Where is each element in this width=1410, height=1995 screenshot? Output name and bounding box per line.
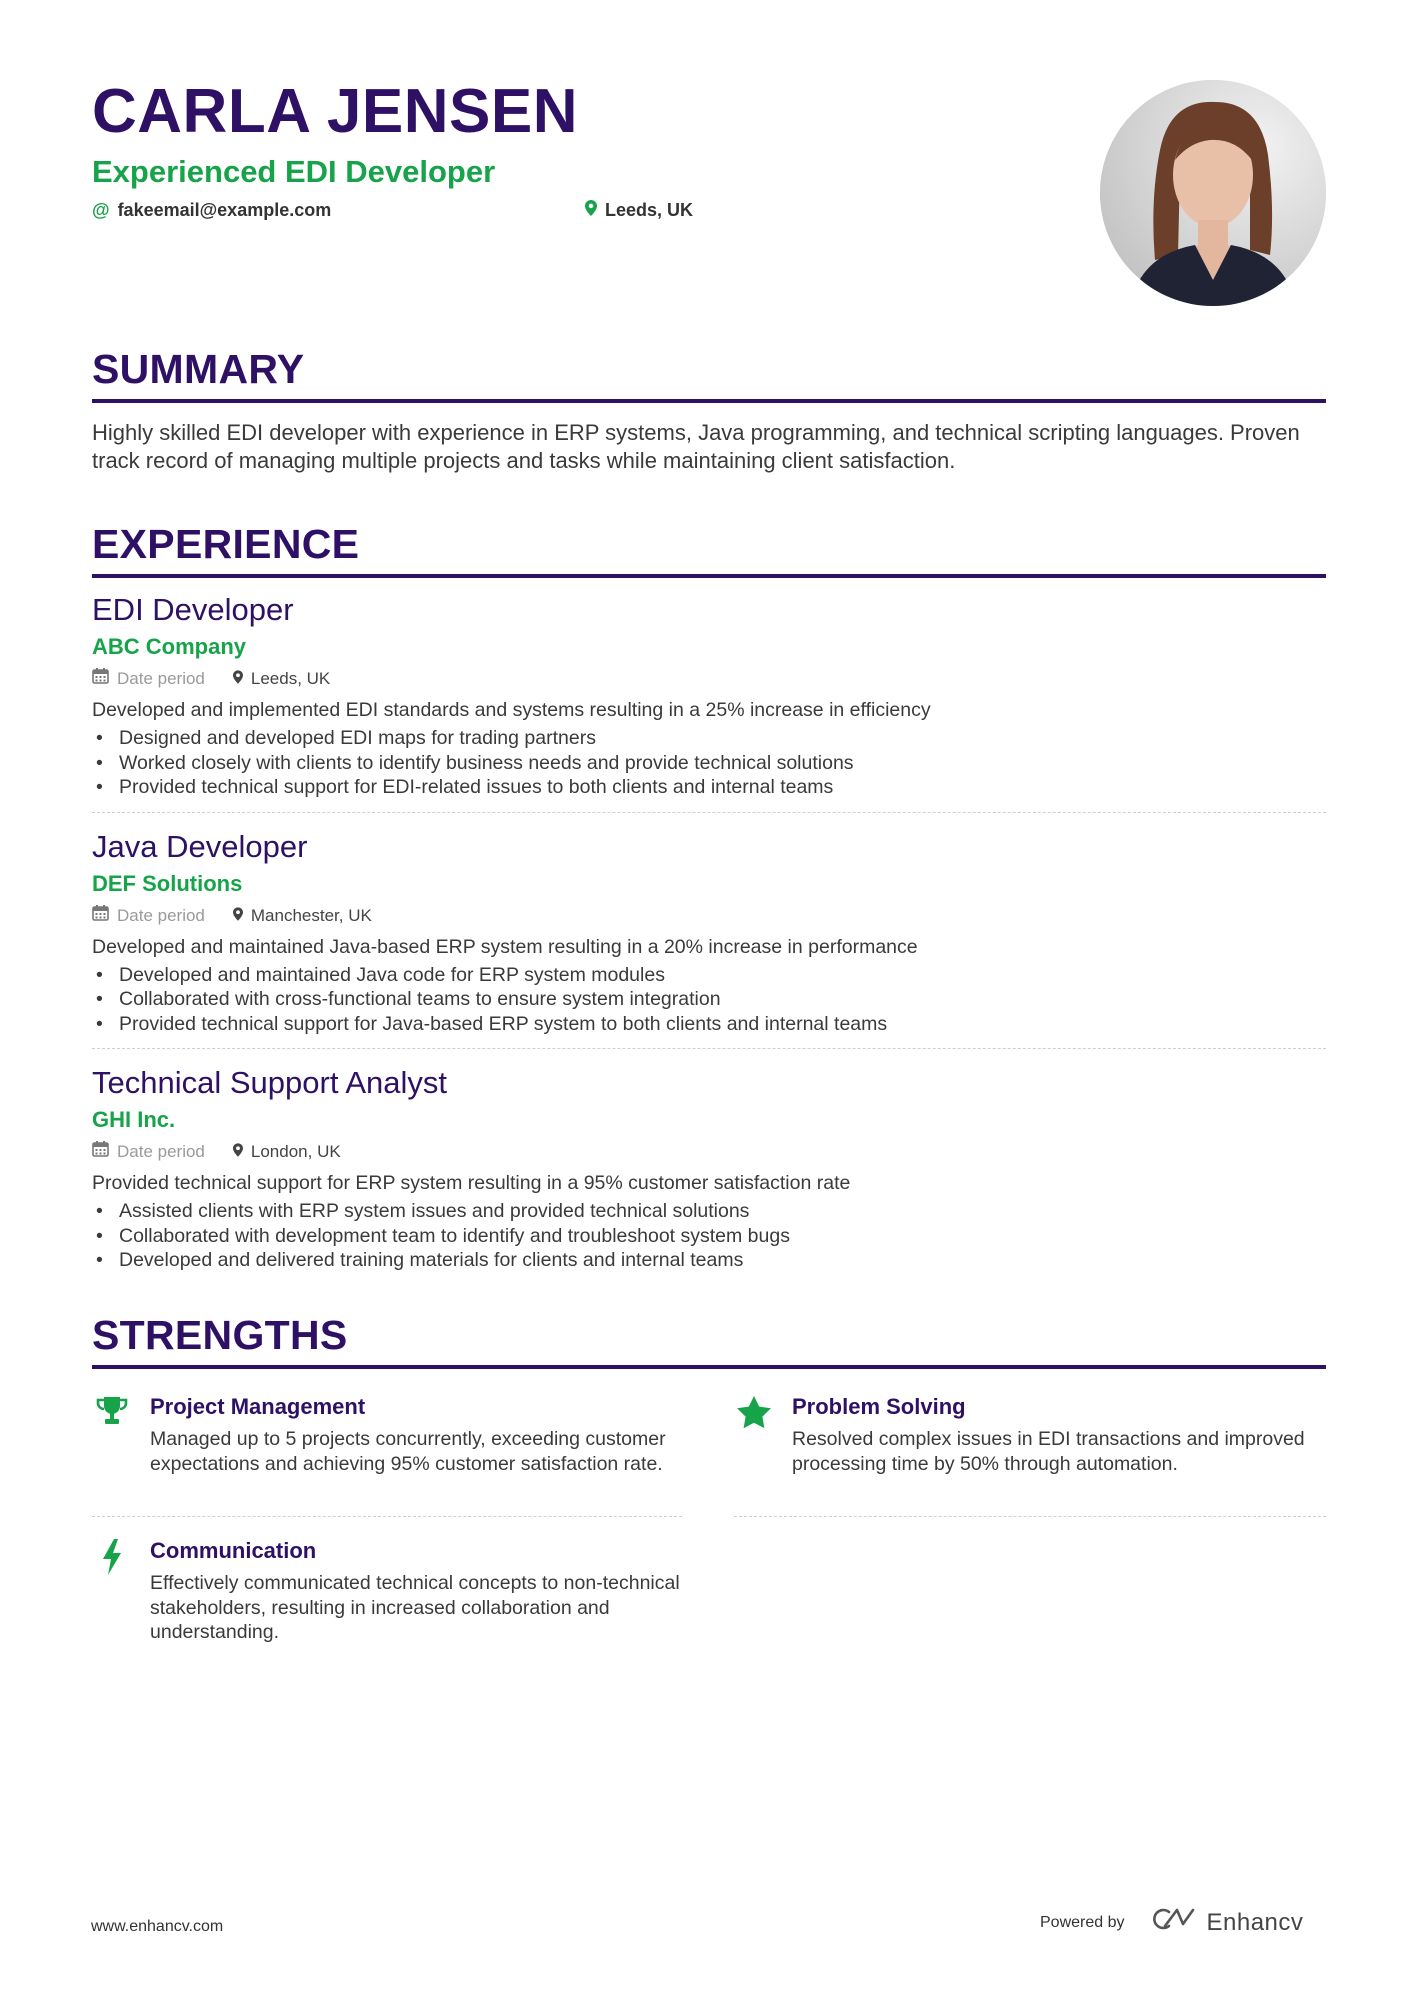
strengths-section bbox=[92, 1311, 1326, 1681]
job-location-text: Manchester, UK bbox=[250, 905, 372, 925]
job-bullet: • Developed and delivered training materials for clients and internal teams bbox=[92, 1248, 1326, 1273]
calendar-icon bbox=[92, 666, 109, 692]
job-role: Java Developer bbox=[92, 828, 308, 864]
strength-divider bbox=[734, 1516, 1326, 1517]
job-company: ABC Company bbox=[92, 634, 247, 659]
job-bullet: • Provided technical support for Java-based ERP system to both clients and internal teams bbox=[92, 1012, 1326, 1037]
strength-title: Problem Solving bbox=[792, 1394, 966, 1419]
powered-by-text: Powered by bbox=[1040, 1913, 1125, 1931]
job-date bbox=[92, 666, 205, 692]
job-description: Provided technical support for ERP system resulting in a 95% customer satisfaction rate bbox=[92, 1172, 851, 1194]
lightning-icon bbox=[92, 1537, 132, 1573]
strengths-divider bbox=[92, 1365, 1326, 1369]
job-meta bbox=[92, 903, 1326, 929]
star-icon bbox=[734, 1393, 774, 1429]
enhancv-mark-icon bbox=[1149, 1906, 1197, 1939]
job-entry bbox=[92, 812, 1326, 1049]
candidate-title: Experienced EDI Developer bbox=[92, 154, 496, 189]
strength-title: Project Management bbox=[150, 1394, 366, 1419]
job-bullet: • Worked closely with clients to identify business needs and provide technical solutions bbox=[92, 751, 1326, 776]
job-location bbox=[233, 1139, 341, 1165]
contact-location bbox=[585, 200, 693, 221]
strength-divider bbox=[92, 1516, 682, 1517]
summary-section bbox=[92, 345, 1326, 475]
footer-branding bbox=[1040, 1906, 1303, 1939]
strength-item bbox=[92, 1525, 682, 1645]
job-date bbox=[92, 903, 205, 929]
location-pin-icon bbox=[585, 200, 597, 221]
job-date-text: Date period bbox=[117, 905, 205, 925]
experience-heading: EXPERIENCE bbox=[92, 521, 360, 567]
job-bullet-list bbox=[92, 1199, 1326, 1273]
strength-item bbox=[92, 1381, 682, 1517]
job-date bbox=[92, 1139, 205, 1165]
job-location bbox=[233, 903, 372, 929]
calendar-icon bbox=[92, 1139, 109, 1165]
footer-website[interactable]: www.enhancv.com bbox=[91, 1918, 224, 1935]
job-location-text: London, UK bbox=[250, 1142, 341, 1161]
location-pin-icon bbox=[233, 1139, 243, 1165]
strengths-grid bbox=[92, 1381, 1326, 1681]
contact-email[interactable] bbox=[92, 200, 331, 221]
strength-description: Effectively communicated technical concepts to non-technical stakeholders, resulting in increased collaboration and understanding. bbox=[150, 1572, 680, 1643]
summary-heading: SUMMARY bbox=[92, 346, 305, 392]
job-bullet-list bbox=[92, 726, 1326, 800]
trophy-icon bbox=[92, 1393, 132, 1429]
strength-description: Resolved complex issues in EDI transactions and improved processing time by 50% through automation. bbox=[792, 1428, 1305, 1475]
strength-item bbox=[734, 1381, 1326, 1517]
strengths-heading: STRENGTHS bbox=[92, 1312, 348, 1358]
location-pin-icon bbox=[233, 666, 243, 692]
job-date-text: Date period bbox=[117, 1142, 205, 1161]
job-role: Technical Support Analyst bbox=[92, 1065, 447, 1100]
job-company: DEF Solutions bbox=[92, 870, 243, 896]
job-bullet: • Designed and developed EDI maps for trading partners bbox=[92, 726, 1326, 751]
job-bullet-list bbox=[92, 963, 1326, 1037]
profile-photo bbox=[1100, 80, 1326, 306]
job-bullet: • Collaborated with development team to identify and troubleshoot system bugs bbox=[92, 1224, 1326, 1249]
resume-header bbox=[92, 76, 1052, 228]
experience-section bbox=[92, 520, 1326, 1285]
location-text: Leeds, UK bbox=[605, 200, 694, 220]
summary-divider bbox=[92, 399, 1326, 403]
strength-title: Communication bbox=[150, 1538, 317, 1563]
job-location bbox=[233, 666, 330, 692]
job-meta bbox=[92, 1139, 1326, 1165]
job-date-text: Date period bbox=[117, 669, 205, 688]
job-bullet: • Developed and maintained Java code for ERP system modules bbox=[92, 963, 1326, 988]
location-pin-icon bbox=[233, 903, 243, 929]
job-bullet: • Assisted clients with ERP system issues and provided technical solutions bbox=[92, 1199, 1326, 1224]
job-bullet: • Provided technical support for EDI-related issues to both clients and internal teams bbox=[92, 775, 1326, 800]
candidate-name: CARLA JENSEN bbox=[92, 77, 578, 146]
summary-text: Highly skilled EDI developer with experience in ERP systems, Java programming, and technical scripting languages. Proven track record of managing multiple projects and tasks while maintaining client satisfaction. bbox=[92, 420, 1300, 473]
brand-name: Enhancv bbox=[1206, 1908, 1304, 1936]
contact-row bbox=[92, 200, 1052, 228]
job-bullet: • Collaborated with cross-functional teams to ensure system integration bbox=[92, 987, 1326, 1012]
job-entry bbox=[92, 578, 1326, 812]
job-description: Developed and maintained Java-based ERP system resulting in a 20% increase in performance bbox=[92, 935, 918, 958]
job-entry bbox=[92, 1048, 1326, 1285]
job-location-text: Leeds, UK bbox=[250, 669, 331, 688]
email-text: fakeemail@example.com bbox=[117, 200, 332, 220]
job-company: GHI Inc. bbox=[92, 1107, 176, 1132]
strength-description: Managed up to 5 projects concurrently, exceeding customer expectations and achieving 95% customer satisfaction rate. bbox=[150, 1428, 666, 1475]
at-sign-icon: @ bbox=[92, 200, 110, 220]
calendar-icon bbox=[92, 903, 109, 929]
job-role: EDI Developer bbox=[92, 592, 294, 627]
enhancv-logo[interactable] bbox=[1149, 1906, 1304, 1939]
job-meta bbox=[92, 666, 1326, 692]
job-description: Developed and implemented EDI standards and systems resulting in a 25% increase in efficiency bbox=[92, 699, 931, 721]
